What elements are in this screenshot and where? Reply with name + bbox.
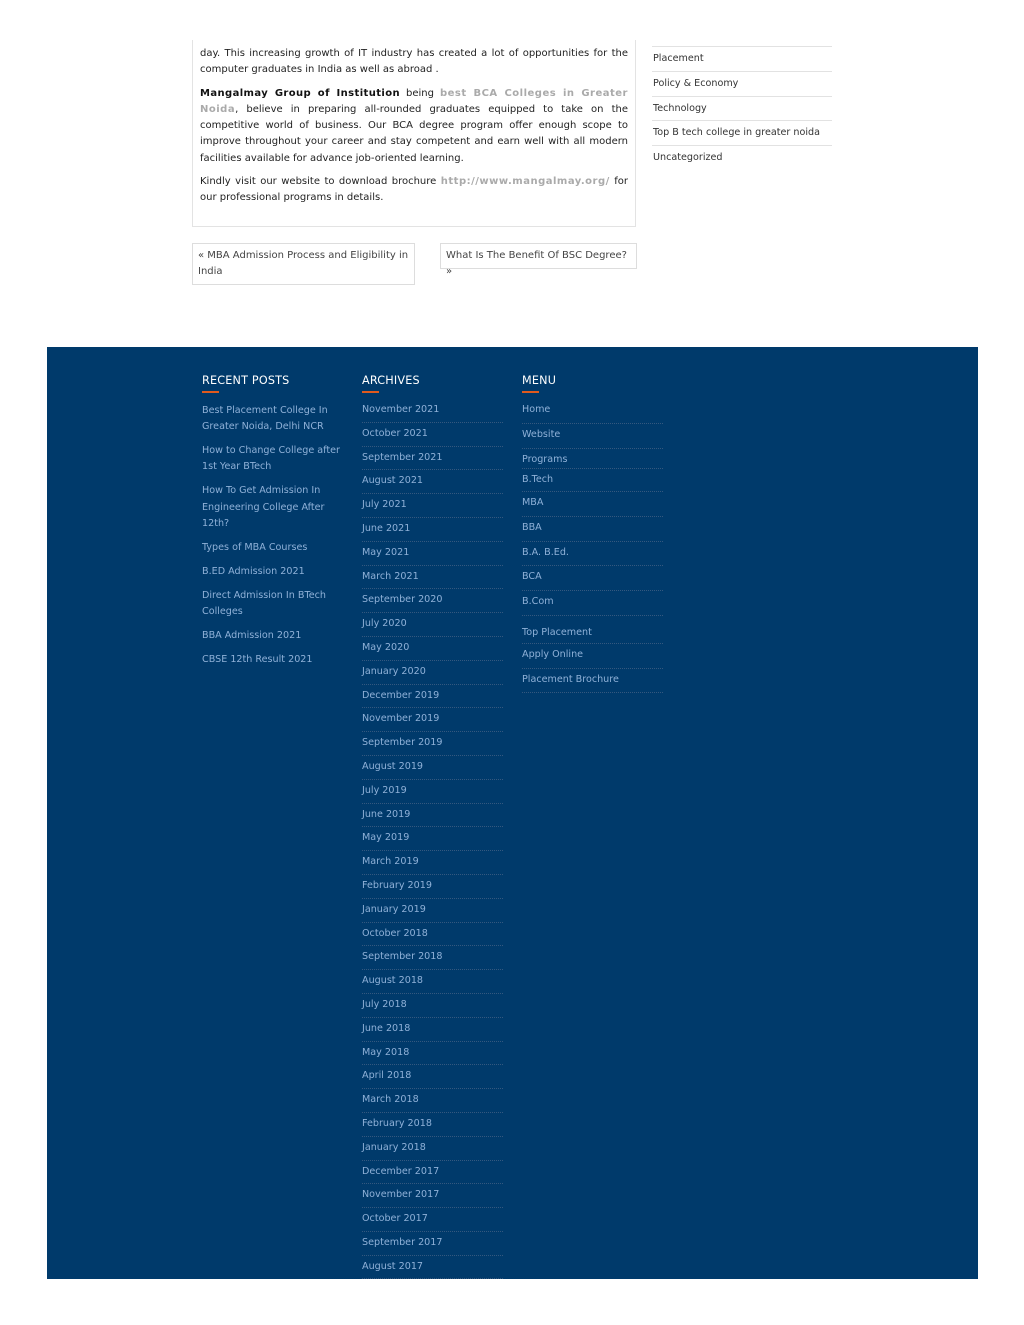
article-text: for our professional programs in details.	[200, 176, 628, 204]
archive-item[interactable]	[362, 899, 503, 923]
menu-item-link[interactable]: Website	[522, 428, 561, 440]
archive-item[interactable]	[362, 494, 503, 518]
article-paragraph	[200, 86, 628, 167]
archive-item[interactable]	[362, 661, 503, 685]
archive-item-link[interactable]: January 2020	[362, 665, 426, 677]
category-item[interactable]: Technology	[652, 96, 832, 121]
archive-item-link[interactable]: May 2020	[362, 641, 410, 653]
archives-list	[362, 399, 503, 1279]
archive-item-link[interactable]: January 2018	[362, 1141, 426, 1153]
archive-item[interactable]	[362, 542, 503, 566]
archive-item[interactable]	[362, 851, 503, 875]
website-link[interactable]: http://www.mangalmay.org/	[440, 176, 610, 188]
archive-item-link[interactable]: June 2021	[362, 522, 411, 534]
archive-item[interactable]	[362, 1232, 503, 1256]
recent-post-item[interactable]	[202, 479, 343, 535]
category-item[interactable]: Top B tech college in greater noida	[652, 120, 832, 145]
menu-item[interactable]	[522, 449, 663, 470]
archive-item[interactable]	[362, 1089, 503, 1113]
institution-name: Mangalmay Group of Institution	[200, 87, 401, 99]
archive-item[interactable]	[362, 994, 503, 1018]
archive-item[interactable]	[362, 923, 503, 947]
recent-post-item[interactable]	[202, 560, 343, 584]
recent-post-item-link[interactable]: How to Change College after 1st Year BTech	[202, 445, 340, 473]
category-item[interactable]: Uncategorized	[652, 145, 832, 170]
archive-item-link[interactable]: May 2021	[362, 546, 410, 558]
article-text: Kindly visit our website to download brochure	[200, 176, 441, 188]
title-underline	[202, 391, 219, 393]
archive-item-link[interactable]: February 2018	[362, 1117, 432, 1129]
article-paragraph: day. This increasing growth of IT industry has created a lot of opportunities for the computer graduates in India as well as abroad .	[200, 48, 628, 76]
archive-item[interactable]	[362, 470, 503, 494]
recent-post-item-link[interactable]: Best Placement College In Greater Noida, Delhi NCR	[202, 405, 328, 433]
archive-item-link[interactable]: September 2018	[362, 951, 443, 963]
archive-item[interactable]	[362, 875, 503, 899]
archive-item[interactable]	[362, 1065, 503, 1089]
menu-item-link[interactable]: Apply Online	[522, 648, 584, 660]
menu-item-link[interactable]: Programs	[522, 453, 568, 465]
next-post-link[interactable]: What Is The Benefit Of BSC Degree? »	[440, 243, 637, 269]
archive-item-link[interactable]: September 2021	[362, 451, 443, 463]
article-text: , believe in preparing all-rounded graduates equipped to take on the competitive world of business. Our BCA degree program offer enough scope to improve throughout your career and stay competent and earn well with all modern facilities available for advance job-oriented learning.	[200, 103, 628, 164]
recent-post-item-link[interactable]: BBA Admission 2021	[202, 629, 302, 641]
archive-item[interactable]	[362, 589, 503, 613]
archive-item[interactable]	[362, 1042, 503, 1066]
category-item[interactable]: Policy & Economy	[652, 71, 832, 96]
menu-item[interactable]	[522, 399, 663, 424]
archive-item-link[interactable]: August 2019	[362, 760, 424, 772]
menu-item-link[interactable]: B.Com	[522, 596, 554, 608]
archive-item-link[interactable]: June 2018	[362, 1022, 411, 1034]
sidebar-categories	[652, 46, 832, 170]
archives-title: ARCHIVES	[362, 374, 420, 387]
archive-item[interactable]	[362, 756, 503, 780]
menu-item-link[interactable]: B.A. B.Ed.	[522, 546, 569, 558]
archive-item[interactable]	[362, 1161, 503, 1185]
archive-item[interactable]	[362, 946, 503, 970]
menu-item-link[interactable]: Home	[522, 404, 551, 415]
archive-item[interactable]	[362, 804, 503, 828]
archive-item-link[interactable]: March 2021	[362, 570, 419, 582]
archive-item-link[interactable]: July 2018	[362, 998, 407, 1010]
archive-item-link[interactable]: March 2019	[362, 856, 419, 868]
archive-item-link[interactable]: November 2019	[362, 713, 440, 725]
recent-post-item-link[interactable]: Direct Admission In BTech Colleges	[202, 589, 326, 617]
archive-item[interactable]	[362, 1018, 503, 1042]
archive-item-link[interactable]: May 2019	[362, 832, 410, 844]
archive-item-link[interactable]: April 2018	[362, 1070, 412, 1082]
archive-item[interactable]	[362, 518, 503, 542]
recent-post-item-link[interactable]: B.ED Admission 2021	[202, 565, 305, 577]
recent-posts-title: RECENT POSTS	[202, 374, 290, 387]
archive-item-link[interactable]: July 2019	[362, 784, 407, 796]
recent-post-item-link[interactable]: CBSE 12th Result 2021	[202, 653, 313, 665]
menu-item[interactable]	[522, 591, 663, 616]
archive-item-link[interactable]: November 2021	[362, 404, 440, 415]
menu-item-link[interactable]: Placement Brochure	[522, 673, 619, 685]
menu-item[interactable]	[522, 542, 663, 567]
menu-item[interactable]	[522, 517, 663, 542]
title-underline	[522, 391, 539, 393]
menu-item[interactable]	[522, 566, 663, 591]
archive-item[interactable]	[362, 685, 503, 709]
article-content	[192, 40, 636, 227]
archive-item[interactable]	[362, 613, 503, 637]
menu-item-link[interactable]: MBA	[522, 497, 544, 509]
archive-item-link[interactable]: February 2019	[362, 879, 432, 891]
archive-item-link[interactable]: September 2017	[362, 1236, 443, 1248]
archive-item-link[interactable]: December 2019	[362, 689, 440, 701]
category-item[interactable]: Placement	[652, 46, 832, 71]
menu-item-link[interactable]: B.Tech	[522, 474, 554, 486]
menu-item-link[interactable]: BBA	[522, 521, 542, 533]
archive-item[interactable]	[362, 732, 503, 756]
archive-item-link[interactable]: September 2020	[362, 594, 443, 606]
archive-item[interactable]	[362, 447, 503, 471]
menu-item[interactable]	[522, 424, 663, 449]
menu-item[interactable]	[522, 469, 663, 492]
menu-item[interactable]	[522, 644, 663, 669]
article-text: being	[400, 87, 440, 99]
archive-item-link[interactable]: August 2021	[362, 475, 424, 487]
menu-item-link[interactable]: Top Placement	[522, 627, 592, 639]
bca-colleges-link[interactable]: best BCA Colleges in Greater Noida	[200, 87, 628, 115]
archive-item[interactable]	[362, 1137, 503, 1161]
archive-item[interactable]	[362, 423, 503, 447]
previous-post-link[interactable]: « MBA Admission Process and Eligibility in India	[192, 243, 415, 285]
archive-item-link[interactable]: November 2017	[362, 1189, 440, 1201]
archive-item-link[interactable]: December 2017	[362, 1165, 440, 1177]
archive-item[interactable]	[362, 1208, 503, 1232]
recent-post-item[interactable]	[202, 399, 343, 439]
article-paragraph	[200, 174, 628, 207]
recent-posts-list	[202, 399, 343, 672]
archive-item-link[interactable]: August 2017	[362, 1260, 424, 1272]
title-underline	[362, 391, 379, 393]
archive-item-link[interactable]: October 2018	[362, 927, 428, 939]
recent-post-item[interactable]	[202, 536, 343, 560]
menu-item[interactable]	[522, 616, 663, 644]
recent-post-item[interactable]	[202, 439, 343, 479]
footer-menu-list	[522, 399, 663, 693]
archive-item-link[interactable]: July 2020	[362, 618, 407, 630]
archive-item[interactable]	[362, 780, 503, 804]
menu-item-link[interactable]: BCA	[522, 571, 542, 583]
archive-item-link[interactable]: July 2021	[362, 499, 407, 511]
archive-item[interactable]	[362, 1184, 503, 1208]
recent-post-item[interactable]	[202, 648, 343, 672]
archive-item-link[interactable]: June 2019	[362, 808, 411, 820]
recent-post-item-link[interactable]: How To Get Admission In Engineering College After 12th?	[202, 485, 325, 529]
site-footer	[47, 347, 978, 1279]
archive-item[interactable]	[362, 1256, 503, 1279]
archive-item[interactable]	[362, 566, 503, 590]
archive-item-link[interactable]: May 2018	[362, 1046, 410, 1058]
menu-item[interactable]	[522, 669, 663, 694]
archive-item-link[interactable]: September 2019	[362, 737, 443, 749]
recent-post-item-link[interactable]: Types of MBA Courses	[202, 541, 308, 553]
archive-item[interactable]	[362, 399, 503, 423]
archive-item-link[interactable]: March 2018	[362, 1094, 419, 1106]
recent-post-item[interactable]	[202, 624, 343, 648]
archive-item[interactable]	[362, 970, 503, 994]
archive-item[interactable]	[362, 637, 503, 661]
archive-item[interactable]	[362, 708, 503, 732]
archive-item[interactable]	[362, 1113, 503, 1137]
menu-item[interactable]	[522, 492, 663, 517]
archive-item-link[interactable]: January 2019	[362, 903, 426, 915]
recent-post-item[interactable]	[202, 584, 343, 624]
menu-title: MENU	[522, 374, 557, 387]
archive-item-link[interactable]: October 2021	[362, 427, 428, 439]
archive-item-link[interactable]: October 2017	[362, 1213, 428, 1225]
archive-item-link[interactable]: August 2018	[362, 975, 424, 987]
archive-item[interactable]	[362, 827, 503, 851]
